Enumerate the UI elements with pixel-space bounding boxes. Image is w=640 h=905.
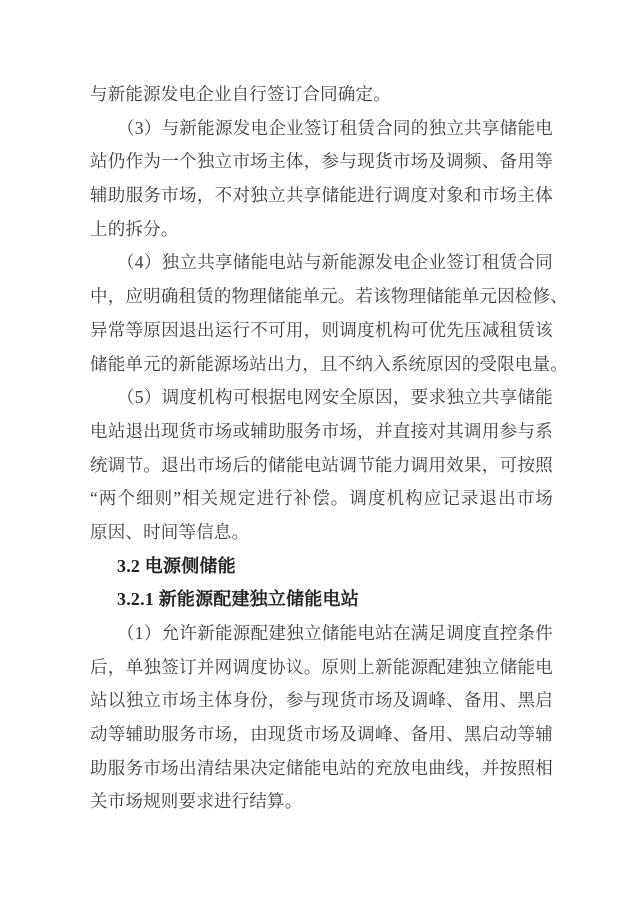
- text-line: 助服务市场出清结果决定储能电站的充放电曲线，并按照相: [90, 757, 553, 778]
- text-line: 中，应明确租赁的物理储能单元。若该物理储能单元因检修、: [90, 286, 568, 307]
- text-line: 电站退出现货市场或辅助服务市场，并直接对其调用参与系: [90, 420, 553, 441]
- text-line: “两个细则”相关规定进行补偿。调度机构应记录退出市场: [90, 488, 553, 509]
- text-line: 关市场规则要求进行结算。: [90, 791, 303, 812]
- text-line: （3）与新能源发电企业签订租赁合同的独立共享储能电: [117, 117, 553, 138]
- section-heading: 3.2.1 新能源配建独立储能电站: [117, 589, 359, 610]
- text-line: 异常等原因退出运行不可用，则调度机构可优先压减租赁该: [90, 319, 553, 340]
- text-line: （5）调度机构可根据电网安全原因，要求独立共享储能: [117, 387, 553, 408]
- text-line: （4）独立共享储能电站与新能源发电企业签订租赁合同: [117, 252, 553, 273]
- text-line: 后，单独签订并网调度协议。原则上新能源配建独立储能电: [90, 656, 553, 677]
- text-line: 原因、时间等信息。: [90, 521, 250, 542]
- text-line: 站以独立市场主体身份，参与现货市场及调峰、备用、黑启: [90, 690, 553, 711]
- text-line: 动等辅助服务市场，由现货市场及调峰、备用、黑启动等辅: [90, 724, 553, 745]
- text-line: 与新能源发电企业自行签订合同确定。: [90, 84, 391, 104]
- text-line: 辅助服务市场，不对独立共享储能进行调度对象和市场主体: [90, 185, 553, 206]
- text-line: 统调节。退出市场后的储能电站调节能力调用效果，可按照: [90, 454, 553, 475]
- text-line: 上的拆分。: [90, 218, 179, 239]
- text-line: 储能单元的新能源场站出力，且不纳入系统原因的受限电量。: [90, 353, 568, 374]
- text-line: 站仍作为一个独立市场主体，参与现货市场及调频、备用等: [90, 151, 553, 172]
- section-heading: 3.2 电源侧储能: [117, 555, 236, 576]
- text-line: （1）允许新能源配建独立储能电站在满足调度直控条件: [117, 623, 553, 643]
